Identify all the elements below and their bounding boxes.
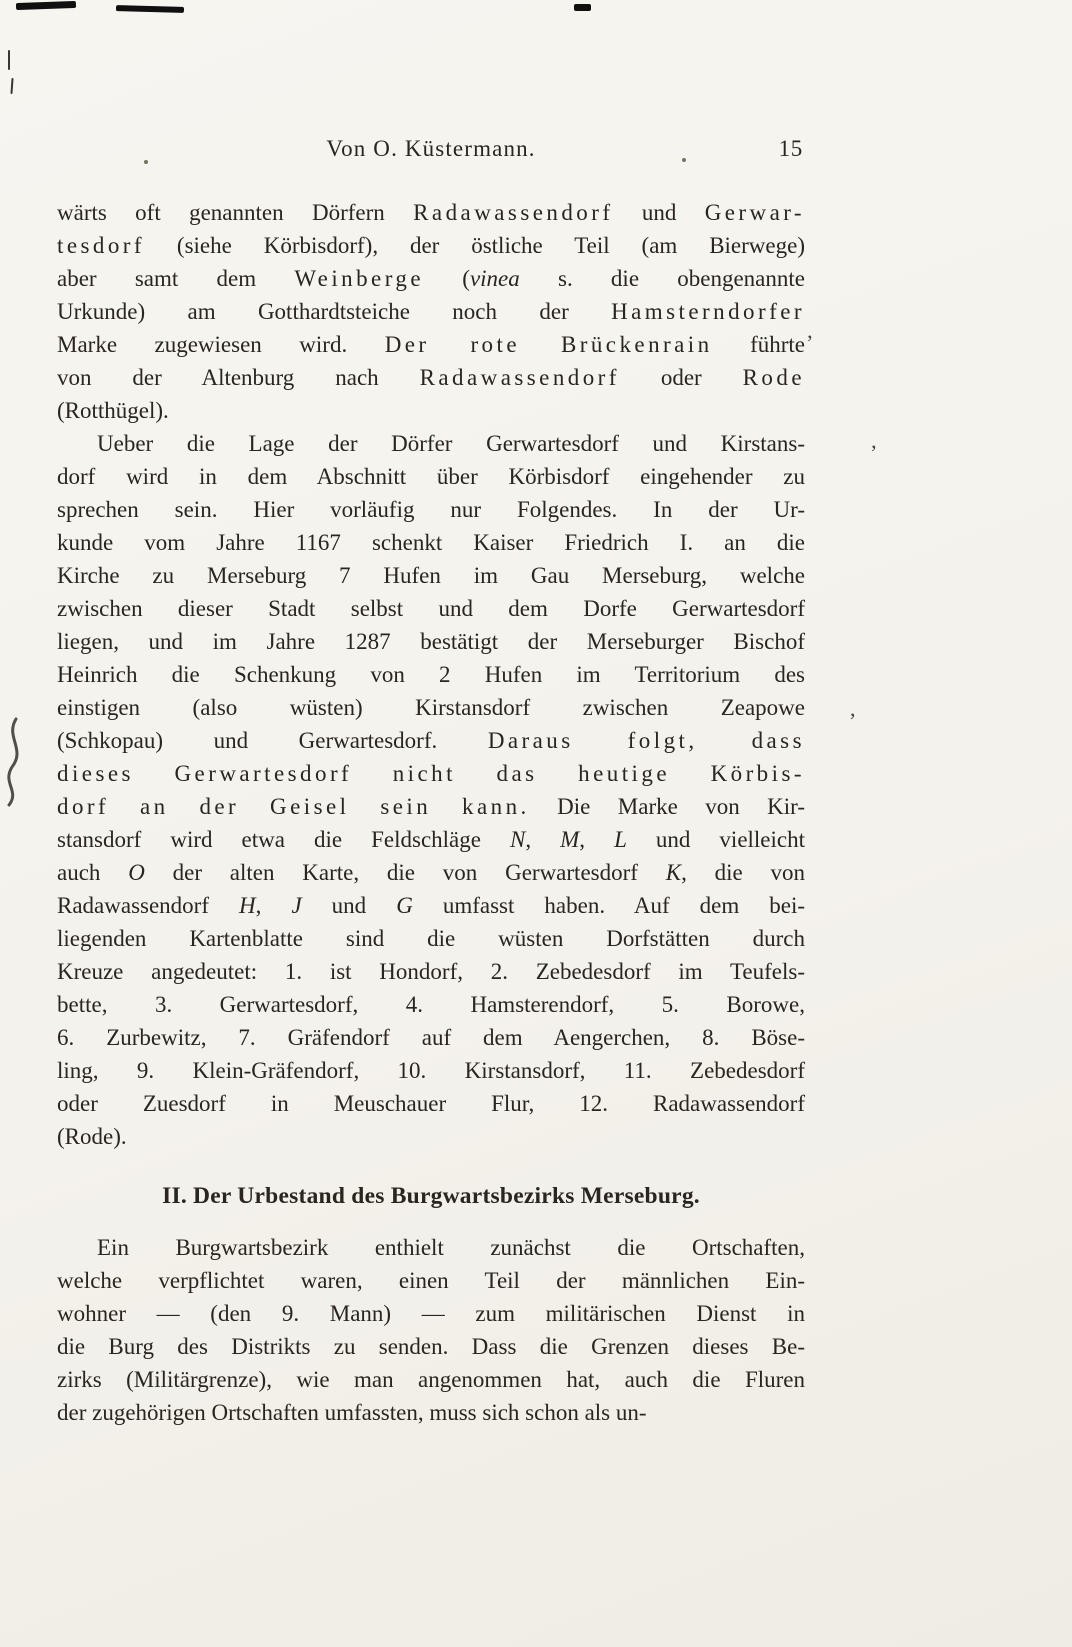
text-line: dieses Gerwartesdorf nicht das heutige Körbis-	[57, 761, 805, 786]
margin-mark	[10, 78, 13, 94]
text-line: ling, 9. Klein-Gräfendorf, 10. Kirstansdorf, 11. Zebedesdorf	[57, 1058, 805, 1083]
text-line: Kreuze angedeutet: 1. ist Hondorf, 2. Zebedesdorf im Teufels-	[57, 959, 805, 984]
text-line: (Schkopau) und Gerwartesdorf. Daraus folgt, dass	[57, 728, 805, 753]
text-line: der zugehörigen Ortschaften umfassten, muss sich schon als un-	[57, 1400, 647, 1425]
text-line: kunde vom Jahre 1167 schenkt Kaiser Friedrich I. an die	[57, 530, 805, 555]
paragraph	[57, 1231, 805, 1429]
text-line: Ein Burgwartsbezirk enthielt zunächst die Ortschaften,	[97, 1235, 805, 1260]
text-line: (Rotthügel).	[57, 398, 169, 423]
page-content	[57, 196, 805, 1429]
text-line: liegenden Kartenblatte sind die wüsten Dorfstätten durch	[57, 926, 805, 951]
scan-artifact-top-mid	[116, 5, 184, 13]
text-line: liegen, und im Jahre 1287 bestätigt der Merseburger Bischof	[57, 629, 805, 654]
text-line: einstigen (also wüsten) Kirstansdorf zwischen Zeapowe	[57, 695, 805, 720]
scan-artifact-top-right	[574, 4, 591, 11]
text-line: Radawassendorf H, J und G umfasst haben. Auf dem bei-	[57, 893, 806, 918]
text-line: sprechen sein. Hier vorläufig nur Folgendes. In der Ur-	[57, 497, 805, 522]
text-line: tesdorf (siehe Körbisdorf), der östliche Teil (am Bierwege)	[57, 233, 805, 258]
text-line: stansdorf wird etwa die Feldschläge N, M, L und vielleicht	[57, 827, 806, 852]
page-header	[57, 136, 805, 168]
text-line: Ueber die Lage der Dörfer Gerwartesdorf und Kirstans-	[97, 431, 805, 456]
text-line: Urkunde) am Gotthardtsteiche noch der Hamsterndorfer	[57, 299, 805, 324]
text-block	[57, 136, 805, 1429]
text-line: die Burg des Distrikts zu senden. Dass die Grenzen dieses Be-	[57, 1334, 805, 1359]
text-line: dorf an der Geisel sein kann. Die Marke von Kir-	[57, 794, 805, 819]
text-line: aber samt dem Weinberge (vinea s. die obengenannte	[57, 266, 805, 291]
text-line: auch O der alten Karte, die von Gerwartesdorf K, die von	[57, 860, 805, 885]
text-line: zirks (Militärgrenze), wie man angenommen hat, auch die Fluren	[57, 1367, 805, 1392]
ink-speck: ’	[806, 330, 814, 355]
text-line: (Rode).	[57, 1124, 127, 1149]
section-heading: II. Der Urbestand des Burgwartsbezirks Merseburg.	[162, 1183, 700, 1209]
margin-mark	[8, 50, 10, 70]
text-line: Marke zugewiesen wird. Der rote Brückenrain führte	[57, 332, 805, 357]
ink-speck: ’	[870, 440, 878, 465]
ink-speck: ,	[850, 696, 856, 721]
paragraph	[57, 427, 805, 1153]
running-title: Von O. Küstermann.	[326, 136, 536, 161]
text-line: Kirche zu Merseburg 7 Hufen im Gau Merseburg, welche	[57, 563, 805, 588]
text-line: von der Altenburg nach Radawassendorf oder Rode	[57, 365, 805, 390]
scan-artifact-top-left	[16, 1, 76, 10]
text-line: 6. Zurbewitz, 7. Gräfendorf auf dem Aengerchen, 8. Böse-	[57, 1025, 805, 1050]
text-line: zwischen dieser Stadt selbst und dem Dorfe Gerwartesdorf	[57, 596, 805, 621]
text-line: wärts oft genannten Dörfern Radawassendorf und Gerwar-	[57, 200, 805, 225]
text-line: Heinrich die Schenkung von 2 Hufen im Territorium des	[57, 662, 805, 687]
page-number: 15	[778, 136, 803, 161]
paragraph	[57, 196, 805, 427]
text-line: welche verpflichtet waren, einen Teil der männlichen Ein-	[57, 1268, 805, 1293]
text-line: wohner — (den 9. Mann) — zum militärischen Dienst in	[57, 1301, 805, 1326]
text-line: bette, 3. Gerwartesdorf, 4. Hamsterendorf, 5. Borowe,	[57, 992, 805, 1017]
text-line: dorf wird in dem Abschnitt über Körbisdorf eingehender zu	[57, 464, 805, 489]
pen-squiggle-artifact	[0, 715, 30, 810]
text-line: oder Zuesdorf in Meuschauer Flur, 12. Radawassendorf	[57, 1091, 805, 1116]
